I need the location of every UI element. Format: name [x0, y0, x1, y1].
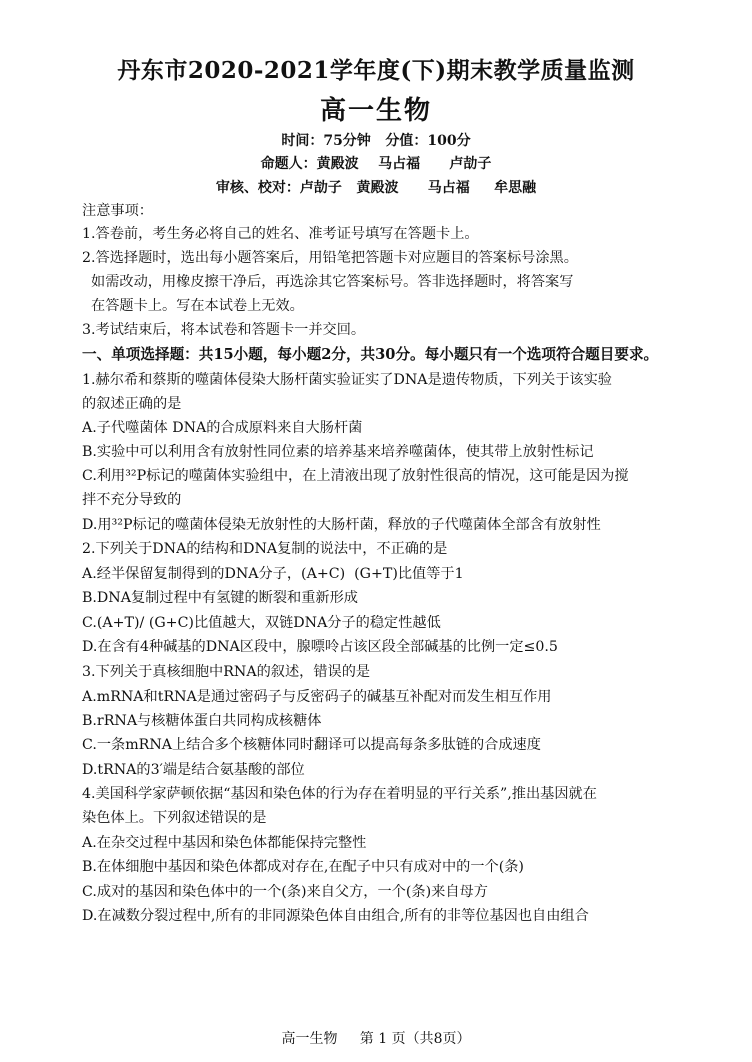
subject-title: 高一生物: [319, 96, 432, 126]
note-2c: 在答题卡上。写在本试卷上无效。: [82, 298, 304, 314]
q1-option-d: D.用³²P标记的噬菌体侵染无放射性的大肠杆菌，释放的子代噬菌体全部含有放射性: [82, 517, 601, 533]
notes-heading: 注意事项：: [82, 203, 153, 219]
q4-option-a: A.在杂交过程中基因和染色体都能保持完整性: [82, 835, 367, 851]
q2-option-b: B.DNA复制过程中有氢键的断裂和重新形成: [82, 590, 358, 606]
q3-option-a: A.mRNA和tRNA是通过密码子与反密码子的碱基互补配对而发生相互作用: [82, 689, 552, 705]
q3-option-c: C.一条mRNA上结合多个核糖体同时翻译可以提高每条多肽链的合成速度: [82, 737, 541, 753]
q1-option-b: B.实验中可以利用含有放射性同位素的培养基来培养噬菌体，使其带上放射性标记: [82, 444, 594, 460]
note-3: 3.考试结束后，将本试卷和答题卡一并交回。: [82, 322, 366, 338]
q2-option-d: D.在含有4种碱基的DNA区段中，腺嘌呤占该区段全部碱基的比例一定≤0.5: [82, 639, 558, 655]
reviewers-line: 审核、校对：卢劼子 黄殿波 马占福 牟思融: [215, 180, 537, 196]
q3-stem: 3.下列关于真核细胞中RNA的叙述，错误的是: [82, 664, 371, 680]
q4-option-b: B.在体细胞中基因和染色体都成对存在,在配子中只有成对中的一个(条): [82, 859, 524, 875]
q2-option-a: A.经半保留复制得到的DNA分子，(A+C) (G+T)比值等于1: [82, 566, 464, 582]
q1-stem-a: 1.赫尔希和蔡斯的噬菌体侵染大肠杆菌实验证实了DNA是遗传物质，下列关于该实验: [82, 372, 612, 388]
q4-option-d: D.在减数分裂过程中,所有的非同源染色体自由组合,所有的非等位基因也自由组合: [82, 908, 589, 924]
note-2a: 2.答选择题时，选出每小题答案后，用铅笔把答题卡对应题目的答案标号涂黑。: [82, 250, 578, 266]
q4-option-c: C.成对的基因和染色体中的一个(条)来自父方，一个(条)来自母方: [82, 884, 488, 900]
exam-title: 丹东市2020-2021学年度(下)期末教学质量监测: [117, 57, 635, 84]
authors-line: 命题人：黄殿波 马占福 卢劼子: [260, 156, 492, 172]
time-score-line: 时间：75分钟 分值：100分: [281, 133, 471, 149]
q2-option-c: C.(A+T)/ (G+C)比值越大，双链DNA分子的稳定性越低: [82, 615, 441, 631]
note-2b: 如需改动，用橡皮擦干净后，再选涂其它答案标号。答非选择题时，将答案写: [82, 274, 574, 290]
page-footer: 高一生物 第 1 页（共8页）: [281, 1031, 471, 1047]
q4-stem-a: 4.美国科学家萨顿依据“基因和染色体的行为存在着明显的平行关系”,推出基因就在: [82, 786, 597, 802]
note-1: 1.答卷前，考生务必将自己的姓名、准考证号填写在答题卡上。: [82, 226, 479, 242]
section-1-heading: 一、单项选择题：共15小题，每小题2分，共30分。每小题只有一个选项符合题目要求。: [82, 346, 659, 363]
q4-stem-b: 染色体上。下列叙述错误的是: [82, 810, 267, 826]
q1-option-a: A.子代噬菌体 DNA的合成原料来自大肠杆菌: [82, 420, 363, 436]
q1-option-c-a: C.利用³²P标记的噬菌体实验组中，在上清液出现了放射性很高的情况，这可能是因为搅: [82, 468, 629, 484]
q2-stem: 2.下列关于DNA的结构和DNA复制的说法中，不正确的是: [82, 541, 448, 557]
q3-option-b: B.rRNA与核糖体蛋白共同构成核糖体: [82, 713, 322, 729]
q3-option-d: D.tRNA的3′端是结合氨基酸的部位: [82, 762, 305, 778]
q1-option-c-b: 拌不充分导致的: [82, 492, 182, 508]
q1-stem-b: 的叙述正确的是: [82, 396, 182, 412]
